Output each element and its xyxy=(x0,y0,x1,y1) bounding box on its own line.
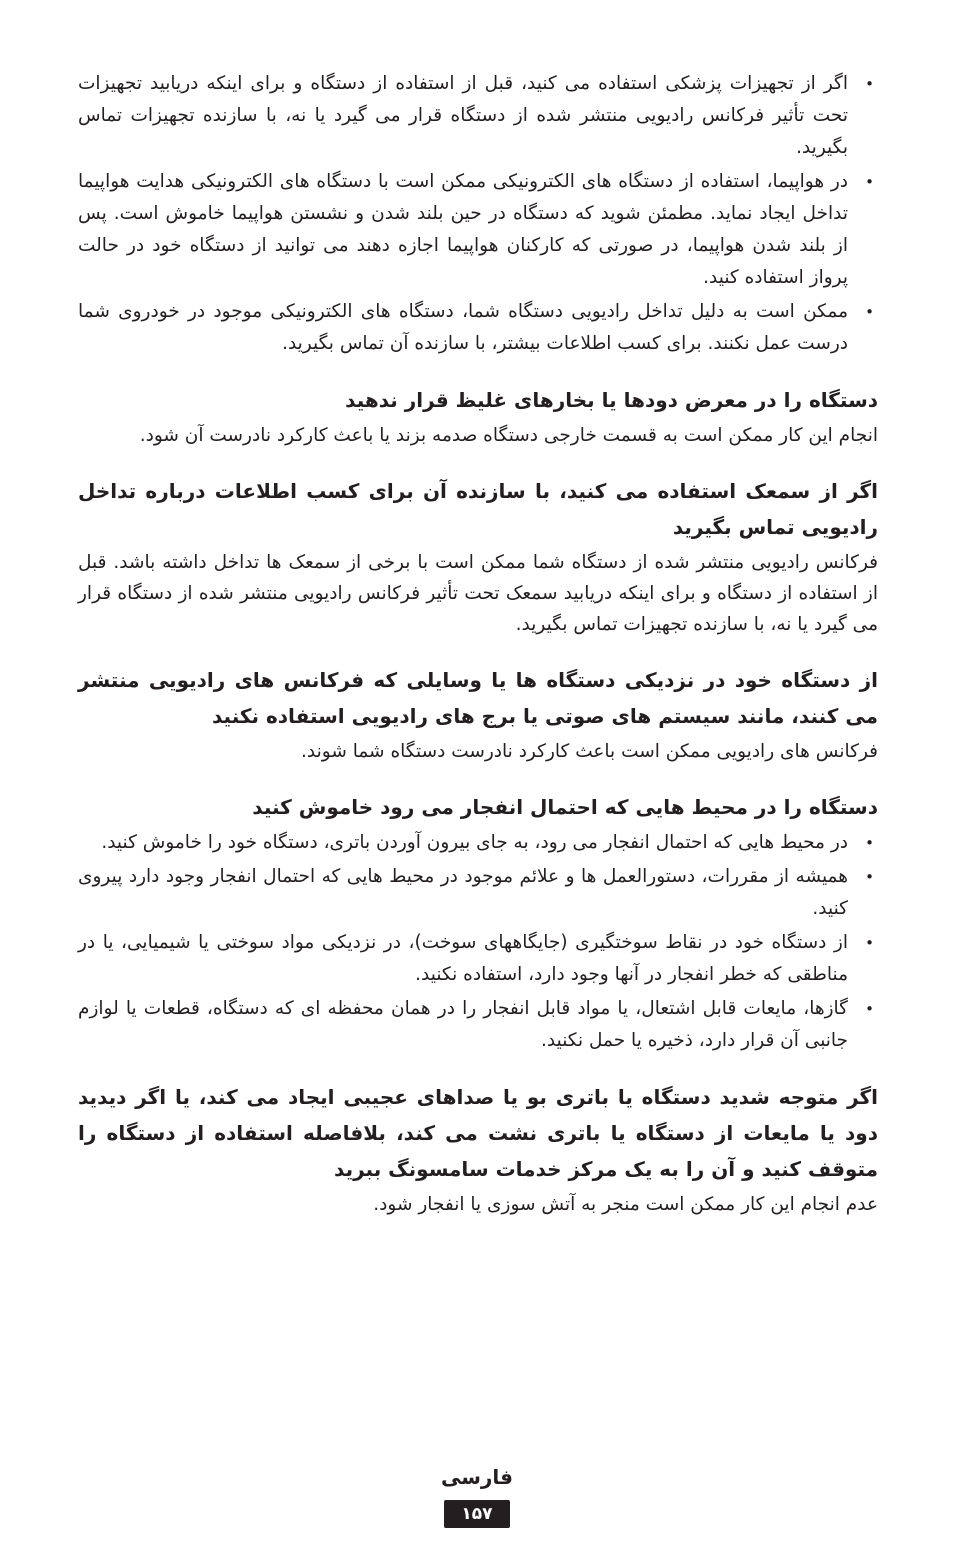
list-item xyxy=(78,827,878,859)
bullet-icon: • xyxy=(865,1000,874,1018)
list-item xyxy=(78,993,878,1057)
page-footer xyxy=(0,1462,954,1528)
section-explosive-areas xyxy=(78,789,878,1057)
page-content xyxy=(78,68,878,1220)
section-heading: دستگاه را در معرض دودها یا بخارهای غلیظ قرار ندهید xyxy=(345,388,878,412)
bullet-text: از دستگاه خود در نقاط سوختگیری (جایگاههای سوخت)، در نزدیکی مواد سوختی یا شیمیایی، یا در مناطقی که خطر انفجار در آنها وجود دارد، استفاده نکنید. xyxy=(78,932,848,985)
bullet-icon: • xyxy=(865,303,874,321)
section-battery-warning xyxy=(78,1079,878,1220)
bullet-text: گازها، مایعات قابل اشتعال، یا مواد قابل انفجار را در همان محفظه ای که دستگاه، قطعات یا لوازم جانبی آن قرار دارد، ذخیره یا حمل نکنید. xyxy=(78,998,848,1051)
section-heading: دستگاه را در محیط هایی که احتمال انفجار می رود خاموش کنید xyxy=(252,795,878,819)
section-body: انجام این کار ممکن است به قسمت خارجی دستگاه صدمه بزند یا باعث کارکرد نادرست آن شود. xyxy=(139,425,878,446)
section-heading: از دستگاه خود در نزدیکی دستگاه ها یا وسایلی که فرکانس های رادیویی منتشر می کنند، مانند سیستم های صوتی یا برج های رادیویی استفاده نکنید xyxy=(78,668,878,728)
list-item xyxy=(78,68,878,164)
section-heading: اگر متوجه شدید دستگاه یا باتری بو یا صداهای عجیبی ایجاد می کند، یا اگر دیدید دود یا مایعات از دستگاه یا باتری نشت می کند، بلافاصله استفاده از دستگاه را متوقف کنید و آن را به یک مرکز خدمات سامسونگ ببرید xyxy=(78,1085,878,1181)
section-fumes xyxy=(78,382,878,451)
intro-bullet-list xyxy=(78,68,878,360)
section-body: عدم انجام این کار ممکن است منجر به آتش سوزی یا انفجار شود. xyxy=(373,1194,878,1215)
section-radio-devices xyxy=(78,662,878,767)
bullet-text: اگر از تجهیزات پزشکی استفاده می کنید، قبل از استفاده از دستگاه و برای اینکه دریابید تجهیزات تحت تأثیر فرکانس رادیویی منتشر شده از دستگاه قرار می گیرد یا نه، با سازنده تجهیزات تماس بگیرید. xyxy=(78,73,848,158)
bullet-text: در هواپیما، استفاده از دستگاه های الکترونیکی ممکن است با دستگاه های الکترونیکی هدایت هواپیما تداخل ایجاد نماید. مطمئن شوید که دستگاه در حین بلند شدن و نشستن هواپیما خاموش است. پس از بلند شدن هواپیما، در صورتی که کارکنان هواپیما اجازه دهند می توانید از دستگاه خود در حالت پرواز استفاده کنید. xyxy=(78,171,848,288)
bullet-icon: • xyxy=(865,868,874,886)
list-item xyxy=(78,927,878,991)
list-item xyxy=(78,861,878,925)
footer-language: فارسی xyxy=(440,1465,514,1489)
list-item xyxy=(78,296,878,360)
bullet-text: ممکن است به دلیل تداخل رادیویی دستگاه شما، دستگاه های الکترونیکی موجود در خودروی شما درست عمل نکنند. برای کسب اطلاعات بیشتر، با سازنده آن تماس بگیرید. xyxy=(78,301,848,354)
section-heading: اگر از سمعک استفاده می کنید، با سازنده آن برای کسب اطلاعات درباره تداخل رادیویی تماس بگیرید xyxy=(78,479,878,539)
bullet-text: همیشه از مقررات، دستورالعمل ها و علائم موجود در محیط هایی که احتمال انفجار وجود دارد پیروی کنید. xyxy=(78,866,848,919)
section-body: فرکانس رادیویی منتشر شده از دستگاه شما ممکن است با برخی از سمعک ها تداخل داشته باشد. قبل از استفاده از دستگاه و برای اینکه دریابید سمعک تحت تأثیر فرکانس رادیویی منتشر شده از دستگاه قرار می گیرد یا نه، با سازنده تجهیزات تماس بگیرید. xyxy=(78,552,878,635)
list-item xyxy=(78,166,878,294)
bullet-text: در محیط هایی که احتمال انفجار می رود، به جای بیرون آوردن باتری، دستگاه خود را خاموش کنید. xyxy=(101,832,848,853)
section-body: فرکانس های رادیویی ممکن است باعث کارکرد نادرست دستگاه شما شوند. xyxy=(301,741,878,762)
bullet-icon: • xyxy=(865,934,874,952)
explosive-bullet-list xyxy=(78,827,878,1057)
bullet-icon: • xyxy=(865,834,874,852)
bullet-icon: • xyxy=(865,173,874,191)
bullet-icon: • xyxy=(865,75,874,93)
page-number-badge: ۱۵۷ xyxy=(444,1500,510,1528)
section-hearing-aid xyxy=(78,473,878,640)
